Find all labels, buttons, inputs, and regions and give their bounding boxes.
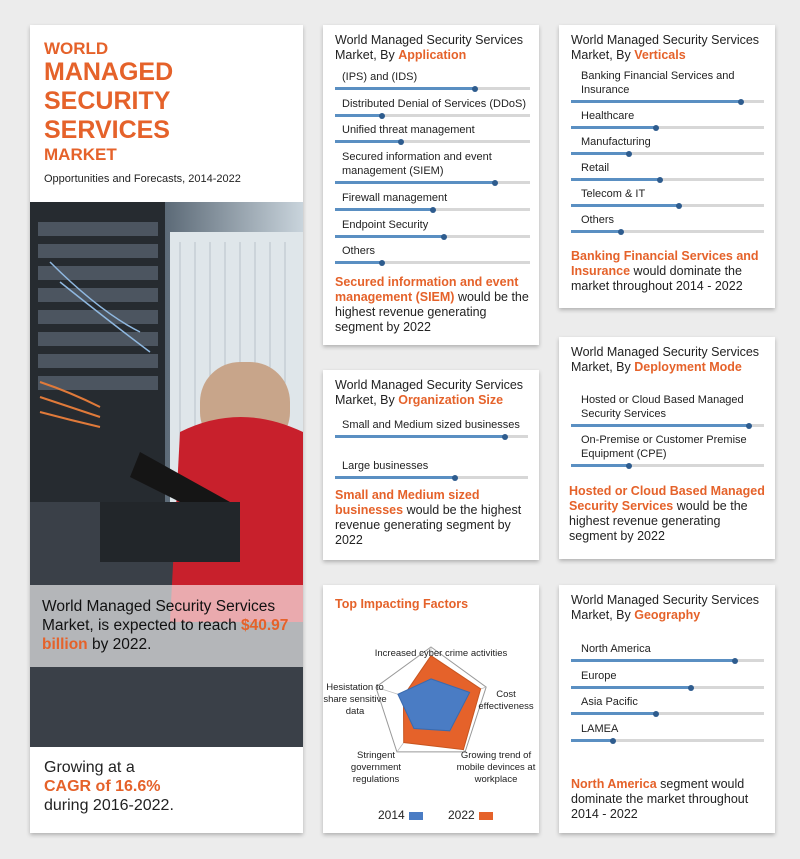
geography-summary bbox=[571, 777, 771, 822]
bar-item bbox=[571, 669, 764, 689]
bar-item bbox=[335, 244, 530, 264]
axis-label-cyber-crime: Increased cyber crime activities bbox=[374, 648, 508, 659]
axis-label-mobile-devices: Growing trend of mobile devinces at workplace bbox=[456, 750, 536, 785]
organization-size-card bbox=[323, 370, 539, 560]
bar-fill bbox=[335, 140, 401, 143]
title-highlight: Application bbox=[398, 48, 467, 62]
bar-track bbox=[571, 739, 764, 742]
bar-track bbox=[335, 476, 528, 479]
bar-dot bbox=[492, 180, 498, 186]
bar-dot bbox=[441, 234, 447, 240]
deployment-mode-card bbox=[559, 337, 775, 559]
bar-fill bbox=[571, 230, 621, 233]
bar-fill bbox=[335, 181, 495, 184]
bar-fill bbox=[571, 126, 656, 129]
bar-dot bbox=[657, 177, 663, 183]
bar-track bbox=[571, 230, 764, 233]
bar-track bbox=[571, 100, 764, 103]
bar-item bbox=[571, 69, 764, 103]
subtitle: Opportunities and Forecasts, 2014-2022 bbox=[44, 173, 241, 185]
bar-dot bbox=[626, 463, 632, 469]
summary-text: would be the highest revenue generating segment by 2022 bbox=[335, 503, 522, 547]
summary-highlight: Secured information and event management (SIEM) bbox=[335, 275, 519, 304]
bar-label: Manufacturing bbox=[581, 136, 651, 148]
organization-title bbox=[335, 378, 535, 408]
summary-highlight: Banking Financial Services and Insurance bbox=[571, 249, 759, 278]
summary-text: would be the highest revenue generating segment by 2022 bbox=[569, 499, 748, 543]
bar-dot bbox=[379, 113, 385, 119]
legend-2022 bbox=[448, 808, 493, 822]
axis-label-hesitation: Hesistation to share sensitive data bbox=[323, 682, 387, 717]
bar-dot bbox=[610, 738, 616, 744]
bar-label: North America bbox=[581, 643, 651, 655]
bar-label: Secured information and event management (SIEM) bbox=[342, 151, 492, 177]
bar-fill bbox=[571, 424, 749, 427]
market-size-value: $40.97 billion bbox=[42, 617, 289, 653]
server-room-photo bbox=[30, 202, 303, 747]
bar-dot bbox=[452, 475, 458, 481]
bar-label: Small and Medium sized businesses bbox=[342, 419, 520, 431]
bar-dot bbox=[626, 151, 632, 157]
title-prefix: World Managed Security Services Market, By bbox=[571, 345, 760, 374]
bar-track bbox=[335, 435, 528, 438]
bar-dot bbox=[738, 99, 744, 105]
bar-track bbox=[571, 178, 764, 181]
bar-label: Retail bbox=[581, 162, 610, 174]
legend-swatch-2014 bbox=[409, 812, 423, 820]
application-summary bbox=[335, 275, 531, 335]
bar-fill bbox=[571, 204, 679, 207]
summary-text: segment would dominate the market throughout 2014 - 2022 bbox=[571, 777, 749, 821]
bar-track bbox=[571, 686, 764, 689]
bar-track bbox=[335, 87, 530, 90]
bar-fill bbox=[571, 686, 691, 689]
bar-item bbox=[571, 161, 764, 181]
bar-track bbox=[335, 208, 530, 211]
summary-text: would be the highest revenue generating segment by 2022 bbox=[335, 290, 529, 334]
bar-label: Telecom & IT bbox=[581, 188, 646, 200]
bar-label: Firewall management bbox=[342, 192, 448, 204]
bar-dot bbox=[732, 658, 738, 664]
geography-title bbox=[571, 593, 771, 623]
bar-label: Banking Financial Services and Insurance bbox=[581, 70, 735, 96]
bar-item bbox=[571, 109, 764, 129]
summary-highlight: North America bbox=[571, 777, 657, 791]
bar-fill bbox=[335, 208, 433, 211]
bar-fill bbox=[335, 114, 382, 117]
bar-track bbox=[571, 424, 764, 427]
impacting-factors-card bbox=[323, 585, 539, 833]
bar-track bbox=[571, 126, 764, 129]
bar-item bbox=[571, 722, 764, 742]
caption-text-1: World Managed Security Services Market, is expected to reach bbox=[42, 598, 276, 634]
bar-fill bbox=[571, 100, 741, 103]
title-highlight: Verticals bbox=[634, 48, 686, 62]
bar-label: Asia Pacific bbox=[581, 696, 638, 708]
bar-label: (IPS) and (IDS) bbox=[342, 71, 418, 83]
bar-label: Europe bbox=[581, 670, 617, 682]
bar-fill bbox=[571, 659, 735, 662]
application-title bbox=[335, 33, 530, 63]
factors-title: Top Impacting Factors bbox=[335, 597, 469, 611]
title-line-security: SECURITY bbox=[44, 87, 171, 115]
bar-dot bbox=[379, 260, 385, 266]
bar-label: Large businesses bbox=[342, 460, 429, 472]
title-line-services: SERVICES bbox=[44, 116, 170, 144]
axis-label-cost: Cost effectiveness bbox=[478, 689, 534, 712]
bar-label: Hosted or Cloud Based Managed Security Services bbox=[581, 394, 744, 420]
bar-label: On-Premise or Customer Premise Equipment (CPE) bbox=[581, 434, 747, 460]
title-prefix: World Managed Security Services Market, By bbox=[571, 593, 760, 622]
bar-item bbox=[335, 459, 528, 479]
title-line-market: MARKET bbox=[44, 145, 117, 164]
market-size-caption bbox=[30, 585, 303, 667]
bar-dot bbox=[502, 434, 508, 440]
title-prefix: World Managed Security Services Market, By bbox=[335, 33, 524, 62]
bar-dot bbox=[430, 207, 436, 213]
market-overview-card bbox=[30, 25, 303, 833]
bar-fill bbox=[335, 235, 444, 238]
legend-label-2014: 2014 bbox=[378, 808, 405, 822]
bar-item bbox=[571, 695, 764, 715]
bar-item bbox=[335, 97, 530, 117]
bar-fill bbox=[335, 476, 455, 479]
legend-2014 bbox=[378, 808, 423, 822]
bar-item bbox=[335, 150, 530, 184]
bar-dot bbox=[472, 86, 478, 92]
bar-item bbox=[571, 135, 764, 155]
caption-text-2: by 2022. bbox=[87, 636, 152, 653]
bar-item bbox=[571, 642, 764, 662]
bar-label: Healthcare bbox=[581, 110, 635, 122]
legend-swatch-2022 bbox=[479, 812, 493, 820]
title-highlight: Geography bbox=[634, 608, 701, 622]
bar-fill bbox=[335, 261, 382, 264]
bar-item bbox=[335, 418, 528, 438]
verticals-summary bbox=[571, 249, 767, 294]
summary-highlight: Hosted or Cloud Based Managed Security Services bbox=[569, 484, 765, 513]
organization-summary bbox=[335, 488, 531, 548]
bar-dot bbox=[398, 139, 404, 145]
title-line-managed: MANAGED bbox=[44, 58, 174, 86]
bar-item bbox=[571, 213, 764, 233]
bar-track bbox=[335, 140, 530, 143]
bar-track bbox=[571, 152, 764, 155]
bar-item bbox=[571, 187, 764, 207]
bar-dot bbox=[688, 685, 694, 691]
bar-fill bbox=[335, 87, 475, 90]
bar-label: Unified threat management bbox=[342, 124, 475, 136]
bar-fill bbox=[571, 712, 656, 715]
title-highlight: Organization Size bbox=[398, 393, 504, 407]
deployment-summary bbox=[569, 484, 769, 544]
bar-fill bbox=[335, 435, 505, 438]
title-prefix: World Managed Security Services Market, By bbox=[571, 33, 760, 62]
bar-track bbox=[335, 235, 530, 238]
bar-label: LAMEA bbox=[581, 723, 619, 735]
axis-label-regulations: Stringent government regulations bbox=[350, 750, 402, 785]
bar-track bbox=[571, 204, 764, 207]
bar-track bbox=[335, 261, 530, 264]
bar-track bbox=[335, 114, 530, 117]
bar-track bbox=[335, 181, 530, 184]
title-highlight: Deployment Mode bbox=[634, 360, 742, 374]
bar-label: Endpoint Security bbox=[342, 219, 429, 231]
bar-label: Others bbox=[342, 245, 376, 257]
cagr-value: CAGR of 16.6% bbox=[44, 778, 161, 795]
legend-label-2022: 2022 bbox=[448, 808, 475, 822]
bar-item bbox=[335, 123, 530, 143]
application-card bbox=[323, 25, 539, 345]
summary-text: would dominate the market throughout 2014 - 2022 bbox=[571, 264, 743, 293]
bar-dot bbox=[618, 229, 624, 235]
summary-highlight: Small and Medium sized businesses bbox=[335, 488, 480, 517]
bar-track bbox=[571, 659, 764, 662]
deployment-title bbox=[571, 345, 771, 375]
geography-card bbox=[559, 585, 775, 833]
bar-dot bbox=[653, 711, 659, 717]
bar-dot bbox=[653, 125, 659, 131]
bar-item bbox=[335, 191, 530, 211]
bar-dot bbox=[746, 423, 752, 429]
bar-item bbox=[335, 70, 530, 90]
bar-track bbox=[571, 712, 764, 715]
bar-dot bbox=[676, 203, 682, 209]
bar-fill bbox=[571, 739, 613, 742]
bar-fill bbox=[571, 464, 629, 467]
bar-fill bbox=[571, 178, 660, 181]
title-line-world: WORLD bbox=[44, 39, 109, 58]
bar-fill bbox=[571, 152, 629, 155]
bar-item bbox=[571, 433, 764, 467]
bar-item bbox=[335, 218, 530, 238]
bar-label: Distributed Denial of Services (DDoS) bbox=[342, 98, 527, 110]
bar-item bbox=[571, 393, 764, 427]
cagr-statement bbox=[44, 758, 174, 815]
bar-label: Others bbox=[581, 214, 615, 226]
verticals-card bbox=[559, 25, 775, 308]
verticals-title bbox=[571, 33, 771, 63]
growth-text-1: Growing at a bbox=[44, 759, 135, 776]
title-prefix: World Managed Security Services Market, By bbox=[335, 378, 524, 407]
growth-text-2: during 2016-2022. bbox=[44, 797, 174, 814]
bar-track bbox=[571, 464, 764, 467]
